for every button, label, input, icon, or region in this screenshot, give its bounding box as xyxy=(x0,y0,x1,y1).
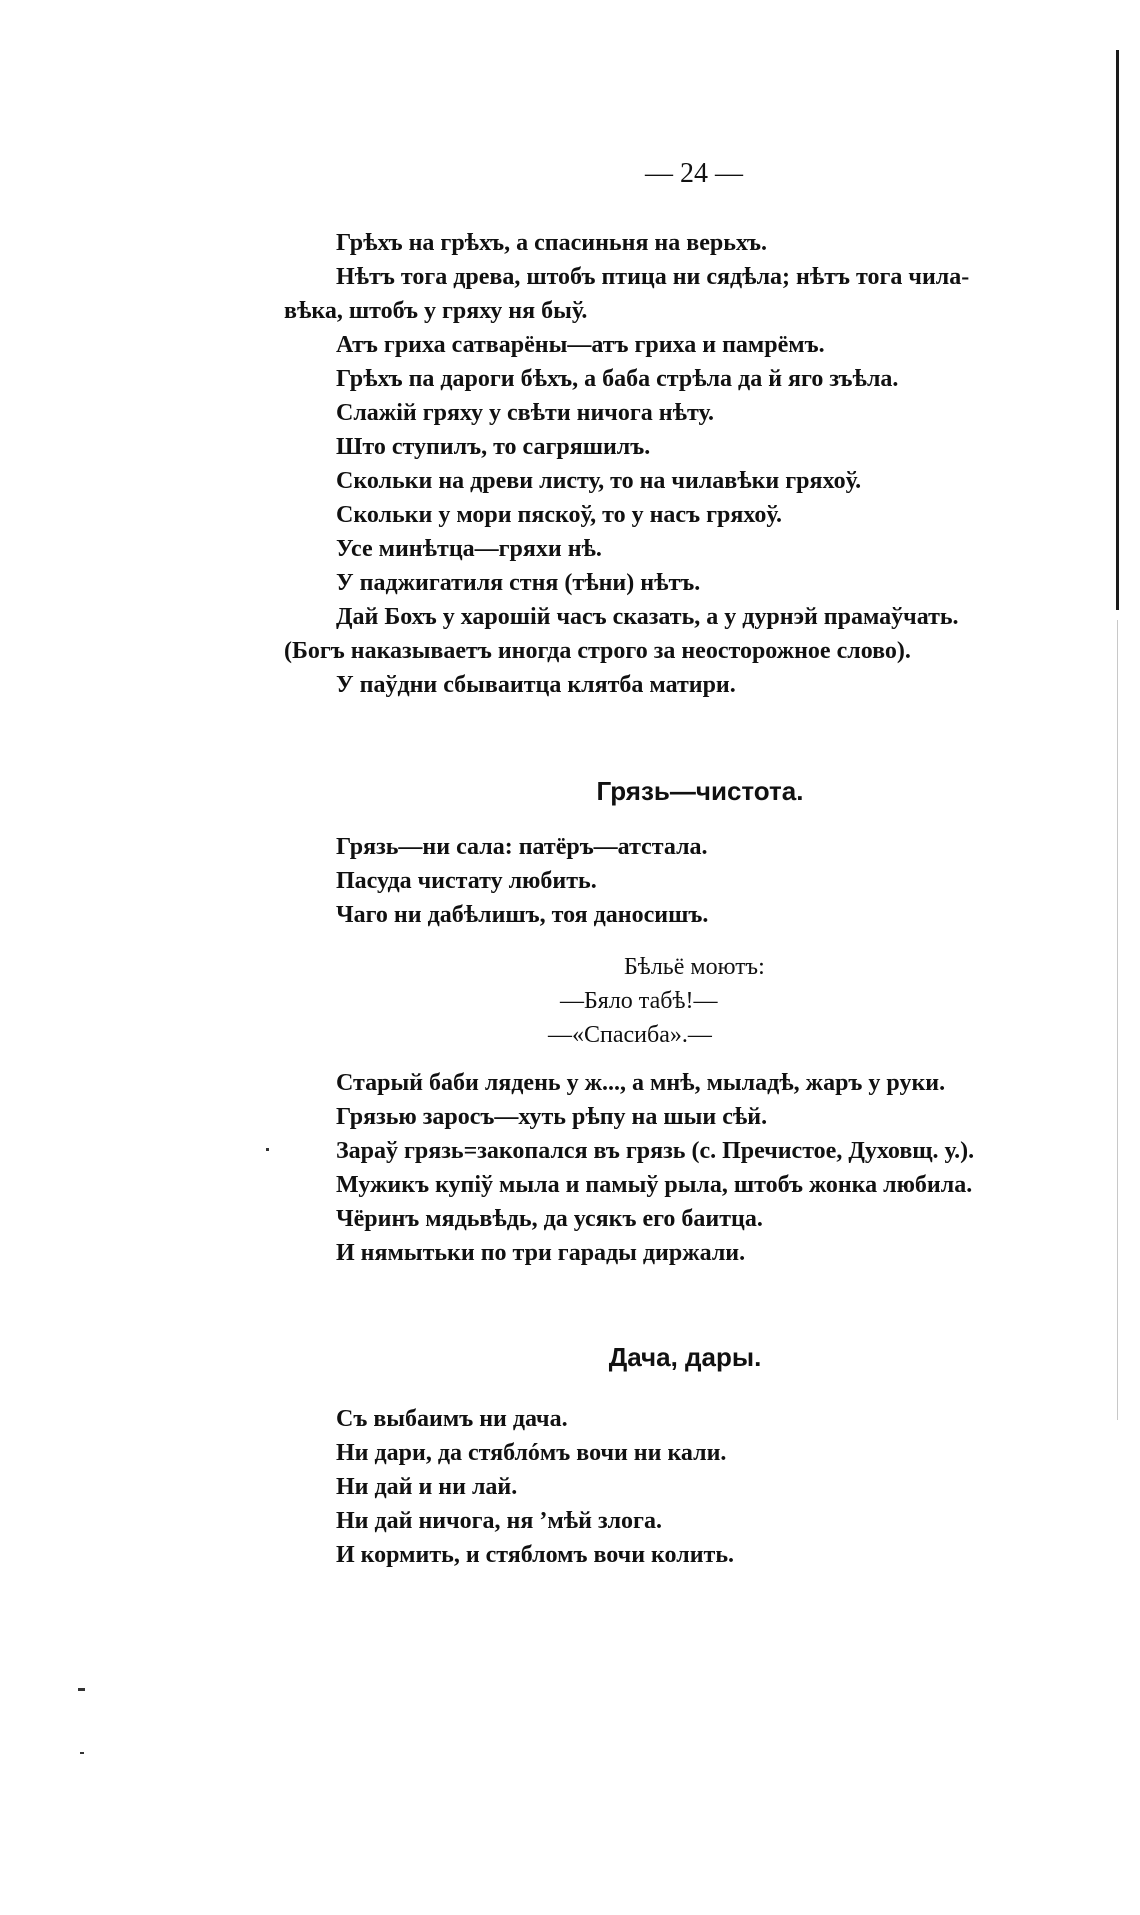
ink-speck xyxy=(78,1688,85,1691)
text-line: У паджигатиля стня (тѣни) нѣтъ. xyxy=(336,570,701,596)
text-line: Ни дай ничога, ня ’мѣй злога. xyxy=(336,1508,662,1534)
text-line: Грязью заросъ—хуть рѣпу на шыи сѣй. xyxy=(336,1104,768,1130)
text-line: И нямытьки по три гарады диржали. xyxy=(336,1240,746,1266)
section-heading-gifts: Дача, дары. xyxy=(608,1342,762,1372)
ink-speck xyxy=(80,1752,84,1754)
text-line: Што ступилъ, то сагряшилъ. xyxy=(336,434,651,460)
section-sin-proverbs xyxy=(284,226,1114,702)
dialogue-line: Бѣльё моютъ: xyxy=(624,954,765,980)
text-line: Слажій гряху у свѣти ничога нѣту. xyxy=(336,400,715,426)
text-line: Ни дай и ни лай. xyxy=(336,1474,518,1500)
page-edge-line xyxy=(1116,50,1119,610)
text-line: Грѣхъ на грѣхъ, а спасиньня на верьхъ. xyxy=(336,230,767,256)
text-line: Съ выбаимъ ни дача. xyxy=(336,1406,568,1432)
text-line: И кормить, и стябломъ вочи колить. xyxy=(336,1542,735,1568)
text-line: Скольки у мори пяскоў, то у насъ гряхоў. xyxy=(336,502,782,528)
text-line: (Богъ наказываетъ иногда строго за неосторожное слово). xyxy=(284,638,911,664)
page-edge-thin-line xyxy=(1117,620,1118,1420)
section-dirt-dialogue xyxy=(540,950,960,1052)
text-line: Усе минѣтца—гряхи нѣ. xyxy=(336,536,602,562)
text-line: Дай Бохъ у харошій часъ сказать, а у дурнэй прамаўчать. xyxy=(336,604,959,630)
text-line: Чаго ни дабѣлишъ, тоя даносишъ. xyxy=(336,902,709,928)
text-line: вѣка, штобъ у гряху ня быў. xyxy=(284,298,588,324)
text-line: Грѣхъ па дароги бѣхъ, а баба стрѣла да й яго зъѣла. xyxy=(336,366,899,392)
section-gifts-proverbs xyxy=(336,1402,1116,1572)
section-heading-dirt-cleanliness: Грязь—чистота. xyxy=(596,776,804,806)
page-number: — 24 — xyxy=(645,158,743,189)
dialogue-line: —Бяло табѣ!— xyxy=(560,988,718,1014)
text-line: Чёринъ мядьвѣдь, да усякъ его баитца. xyxy=(336,1206,763,1232)
text-line: Мужикъ купіў мыла и памыў рыла, штобъ жонка любила. xyxy=(336,1172,973,1198)
text-line: У паўдни сбываитца клятба матири. xyxy=(336,672,736,698)
text-line: Грязь—ни сала: патёръ—атстала. xyxy=(336,834,708,860)
section-dirt-proverbs-a xyxy=(336,830,1116,932)
text-line: Нѣтъ тога древа, штобъ птица ни сядѣла; нѣтъ тога чила- xyxy=(336,264,970,290)
text-line: Ни дари, да стяблóмъ вочи ни кали. xyxy=(336,1440,727,1466)
text-line: Старый баби лядень у ж..., а мнѣ, мыладѣ, жаръ у руки. xyxy=(336,1070,946,1096)
section-dirt-proverbs-b xyxy=(336,1066,1126,1270)
text-line: Скольки на древи листу, то на чилавѣки гряхоў. xyxy=(336,468,862,494)
dialogue-line: —«Спасиба».— xyxy=(548,1022,712,1048)
text-line: Пасуда чистату любить. xyxy=(336,868,597,894)
text-line: Атъ гриха сатварёны—атъ гриха и памрёмъ. xyxy=(336,332,825,358)
text-line: Зараў грязь=закопался въ грязь (с. Пречистое, Духовщ. у.). xyxy=(336,1138,975,1164)
ink-speck xyxy=(266,1148,269,1151)
